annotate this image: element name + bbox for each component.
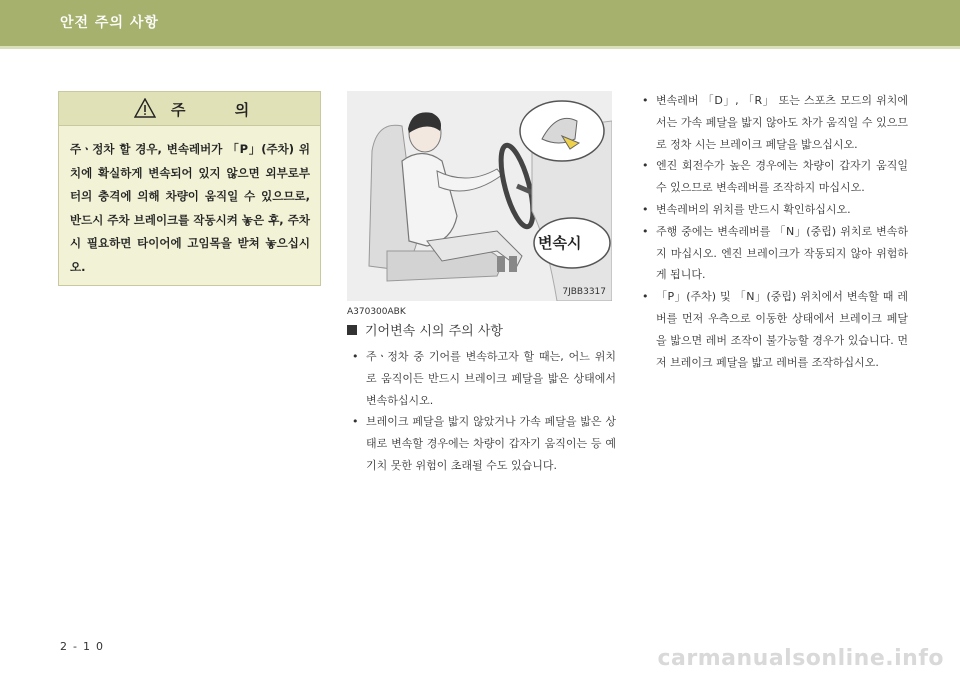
figure-code: 7JBB3317	[562, 287, 606, 297]
section-heading	[347, 320, 503, 339]
caution-box	[58, 91, 321, 286]
illustration-gear-shift	[347, 91, 612, 301]
section-code: A370300ABK	[347, 307, 406, 317]
page-number: 2-10	[60, 640, 109, 653]
caution-header	[59, 92, 320, 126]
header-divider	[0, 46, 960, 49]
page-header	[0, 0, 960, 46]
header-title: 안전 주의 사항	[60, 15, 159, 31]
list-item: • 브레이크 페달을 밟지 않았거나 가속 페달을 밟은 상태로 변속할 경우에는 차량이 갑자기 움직이는 등 예기치 못한 위험이 초래될 수도 있습니다.	[348, 411, 616, 476]
list-item: • 변속레버의 위치를 반드시 확인하십시오.	[638, 199, 908, 221]
list-item: • 변속레버 「D」, 「R」 또는 스포츠 모드의 위치에서는 가속 페달을 밟지 않아도 차가 움직일 수 있으므로 정차 시는 브레이크 페달을 밟으십시오.	[638, 90, 908, 155]
watermark: carmanualsonline.info	[657, 646, 944, 671]
list-item: • 엔진 회전수가 높은 경우에는 차량이 갑자기 움직일 수 있으므로 변속레버를 조작하지 마십시오.	[638, 155, 908, 199]
list-item: • 「P」(주차) 및 「N」(중립) 위치에서 변속할 때 레버를 먼저 우측으로 이동한 상태에서 브레이크 페달을 밟으면 레버 조작이 불가능할 경우가 있습니다. 먼저 브레이크 페달을 밟고 레버를 조작하십시오.	[638, 286, 908, 373]
warning-triangle-icon	[134, 98, 156, 118]
right-bullet-list	[638, 90, 908, 373]
bubble-label: 변속시	[538, 234, 582, 252]
caution-text: 주ㆍ정차 할 경우, 변속레버가 「P」(주차) 위치에 확실하게 변속되어 있지 않으면 외부로부터의 충격에 의해 차량이 움직일 수 있으므로, 반드시 주차 브레이크를 작동시켜 놓은 후, 주차 시 필요하면 타이어에 고임목을 받쳐 놓으십시오.	[70, 142, 310, 274]
caution-title: 주 의	[171, 101, 272, 119]
square-bullet-icon	[347, 325, 357, 335]
driver-illustration	[347, 91, 612, 301]
section-title: 기어변속 시의 주의 사항	[365, 324, 503, 339]
section-bullet-list	[348, 346, 616, 477]
list-item: • 주행 중에는 변속레버를 「N」(중립) 위치로 변속하지 마십시오. 엔진 브레이크가 작동되지 않아 위험하게 됩니다.	[638, 221, 908, 286]
list-item: • 주ㆍ정차 중 기어를 변속하고자 할 때는, 어느 위치로 움직이든 반드시 브레이크 페달을 밟은 상태에서 변속하십시오.	[348, 346, 616, 411]
